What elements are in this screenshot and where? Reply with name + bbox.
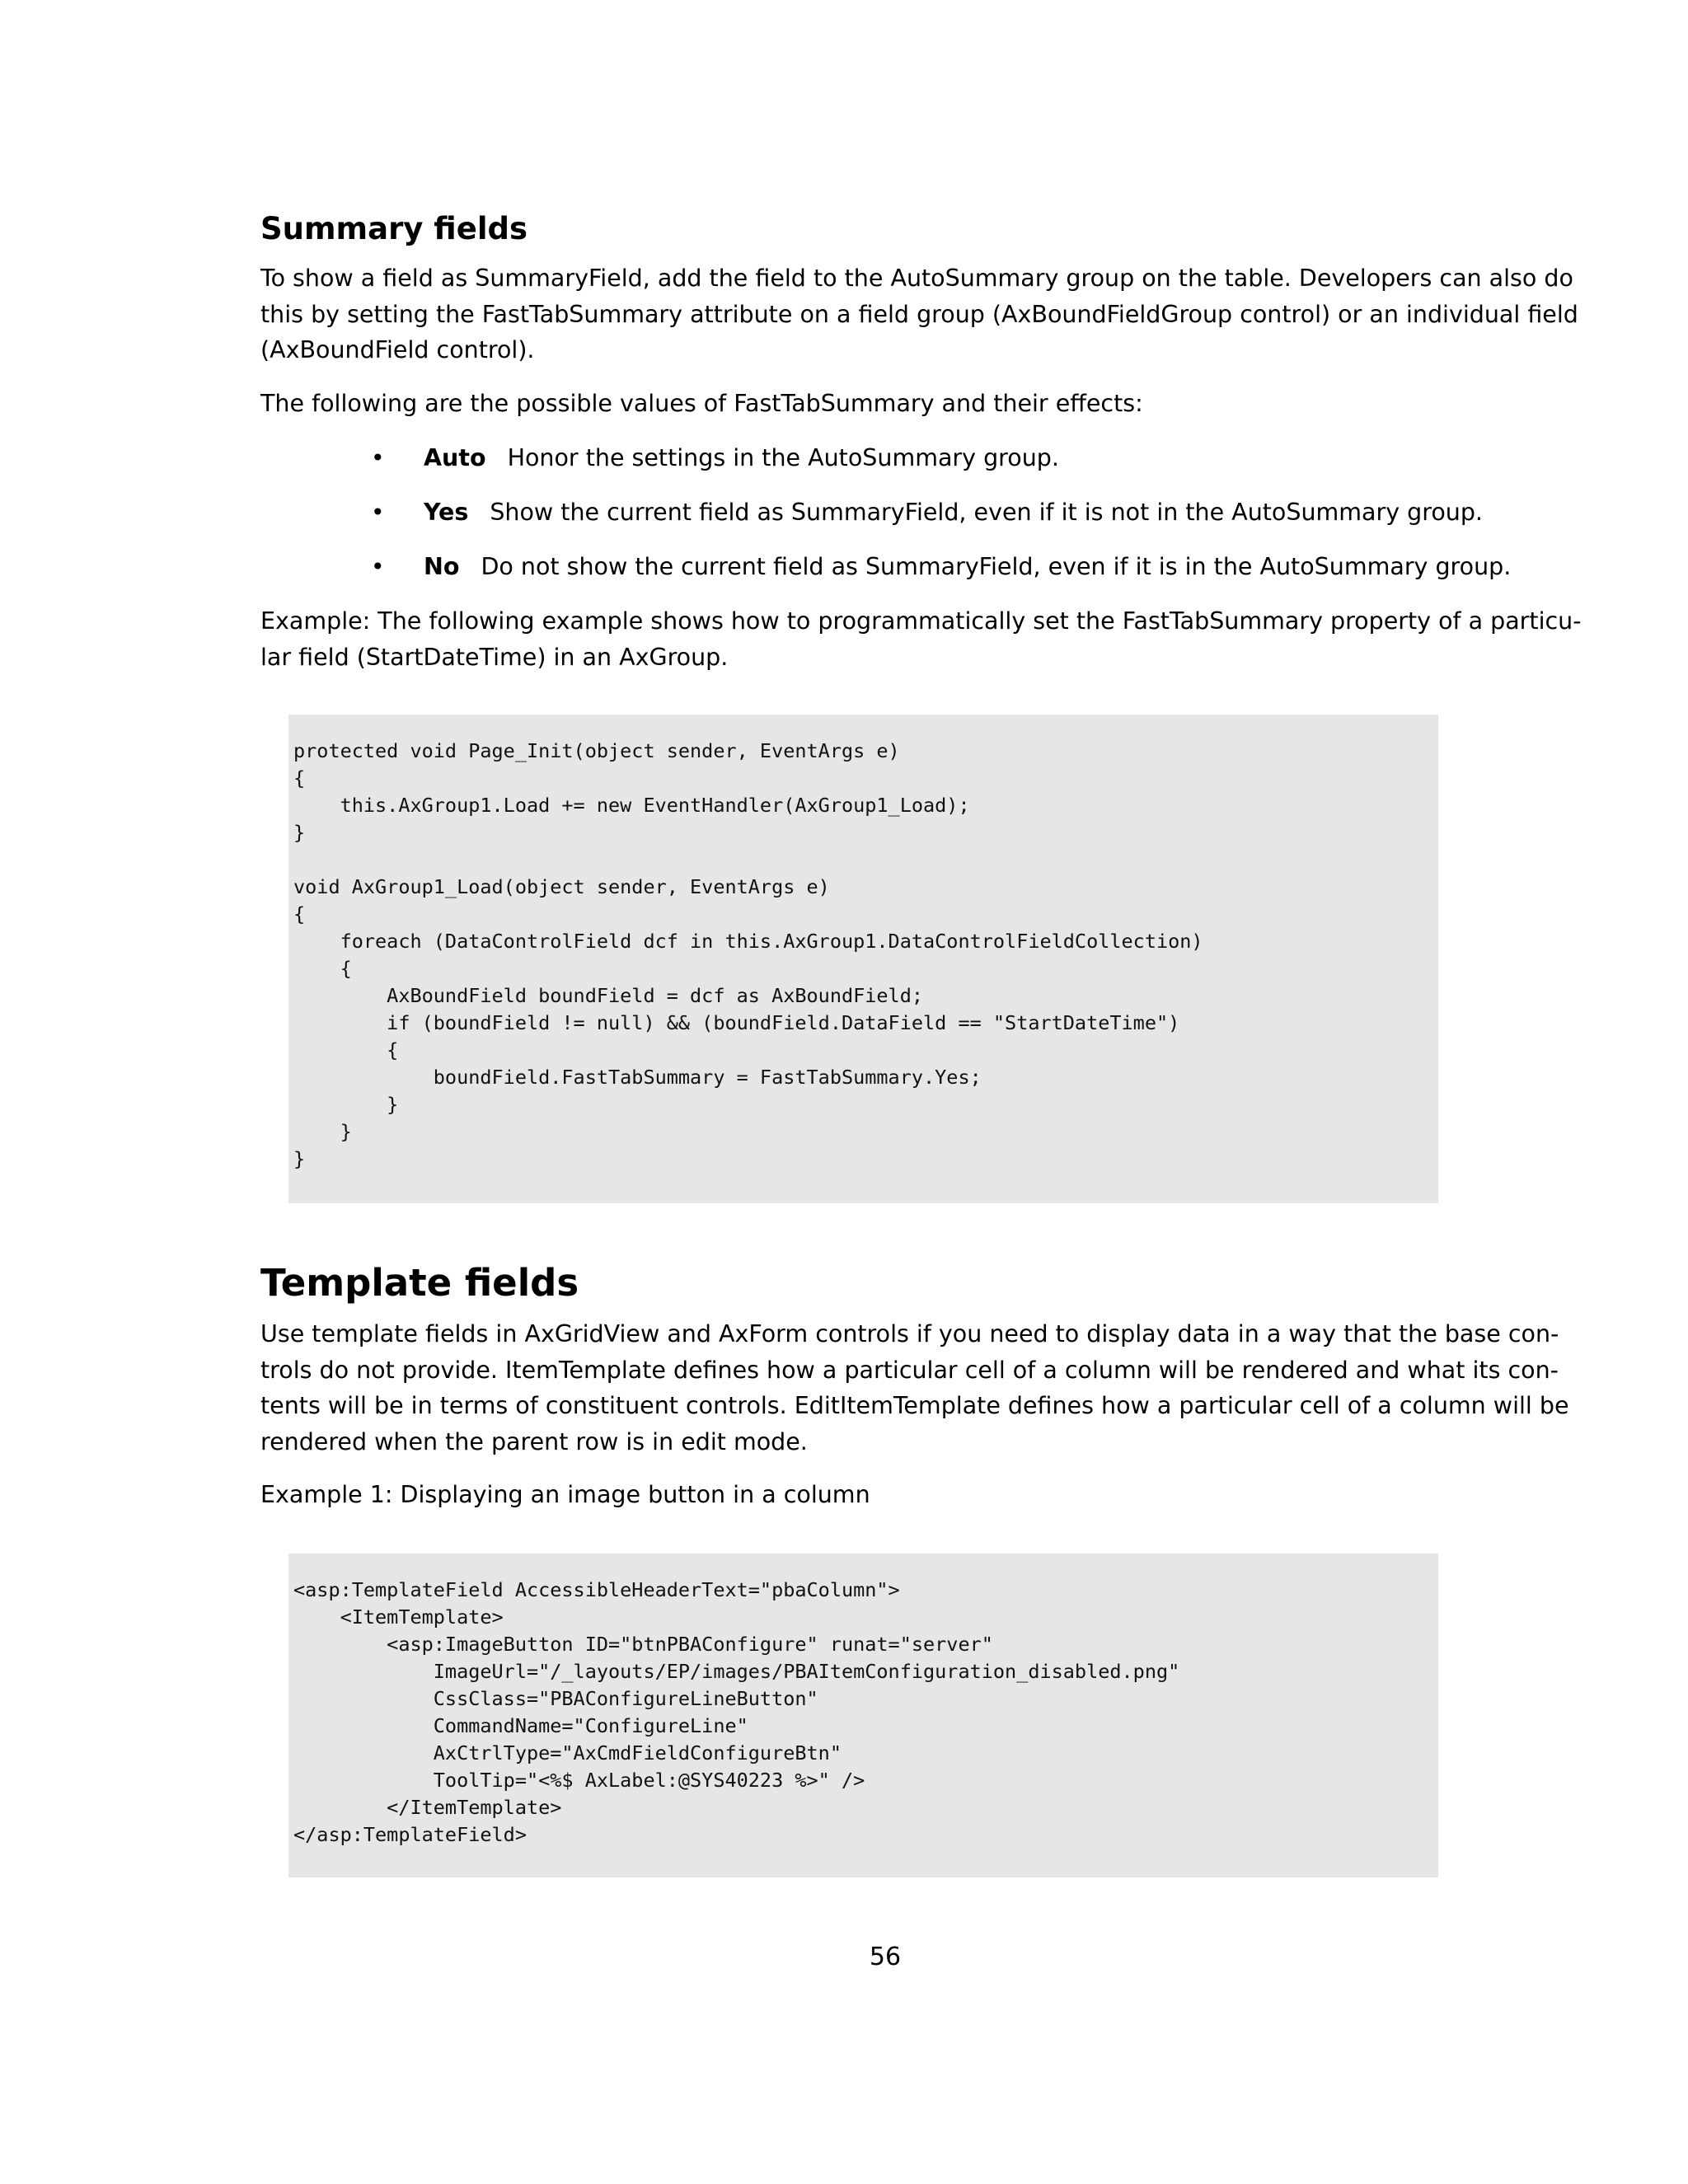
template-intro-line-4: rendered when the parent row is in edit mode. (260, 1427, 808, 1455)
template-intro-line-2: trols do not provide. ItemTemplate defines how a particular cell of a column will be rendered and what its con- (260, 1356, 1559, 1384)
summary-example-line-2: lar field (StartDateTime) in an AxGroup. (260, 643, 729, 671)
option-description: Show the current field as SummaryField, even if it is not in the AutoSummary group. (490, 499, 1483, 526)
option-term: Auto (424, 444, 486, 471)
bullet-icon: • (371, 444, 385, 471)
bullet-icon: • (371, 499, 385, 526)
option-term: No (424, 553, 460, 580)
summary-code-text: protected void Page_Init(object sender, EventArgs e) { this.AxGroup1.Load += new EventHandler(AxGroup1_Load); } void AxGroup1_Load(object sender, EventArgs e) { foreach (DataControlField dcf in this.AxGroup1.DataControlFieldCollection) { AxBoundField boundField = dcf as AxBoundField; if (boundField != null) && (boundField.DataField == "StartDateTime") { boundField.FastTabSummary = FastTabSummary.Yes; } } } (293, 739, 1203, 1170)
page-number: 56 (869, 1943, 902, 1971)
summary-intro-line-1: To show a field as SummaryField, add the field to the AutoSummary group on the table. Developers can also do (260, 265, 1573, 292)
option-description: Do not show the current field as SummaryField, even if it is in the AutoSummary group. (481, 553, 1512, 580)
summary-intro-paragraph (260, 260, 1578, 368)
template-example-label: Example 1: Displaying an image button in a column (260, 1481, 870, 1508)
option-auto-item (371, 440, 1475, 476)
summary-intro-line-3: (AxBoundField control). (260, 336, 535, 363)
template-code-block (288, 1554, 1438, 1877)
option-no-item (371, 549, 1512, 585)
summary-values-intro: The following are the possible values of FastTabSummary and their effects: (260, 390, 1143, 417)
summary-intro-line-2: this by setting the FastTabSummary attribute on a field group (AxBoundFieldGroup control) or an individual field (260, 300, 1578, 328)
summary-example-paragraph (260, 603, 1582, 675)
bullet-icon: • (371, 553, 385, 580)
template-code-text: <asp:TemplateField AccessibleHeaderText="pbaColumn"> <ItemTemplate> <asp:ImageButton ID="btnPBAConfigure" runat="server" ImageUrl="/_layouts/EP/images/PBAItemConfiguration_disabled.png" CssClass="PBAConfigureLineButton" CommandName="ConfigureLine" AxCtrlType="AxCmdFieldConfigureBtn" ToolTip="<%$ AxLabel:@SYS40223 %>" /> </ItemTemplate> </asp:TemplateField> (293, 1578, 1180, 1846)
template-fields-heading: Template fields (260, 1261, 579, 1305)
summary-fields-heading: Summary fields (260, 211, 528, 246)
option-description: Honor the settings in the AutoSummary group. (507, 444, 1059, 471)
summary-code-block (288, 715, 1438, 1203)
template-intro-paragraph (260, 1316, 1569, 1460)
summary-example-line-1: Example: The following example shows how to programmatically set the FastTabSummary property of a particu- (260, 607, 1582, 635)
option-term: Yes (424, 499, 469, 526)
template-intro-line-3: tents will be in terms of constituent controls. EditItemTemplate defines how a particular cell of a column will be (260, 1392, 1569, 1419)
template-intro-line-1: Use template fields in AxGridView and AxForm controls if you need to display data in a way that the base con- (260, 1320, 1559, 1347)
option-yes-item (371, 494, 1483, 531)
